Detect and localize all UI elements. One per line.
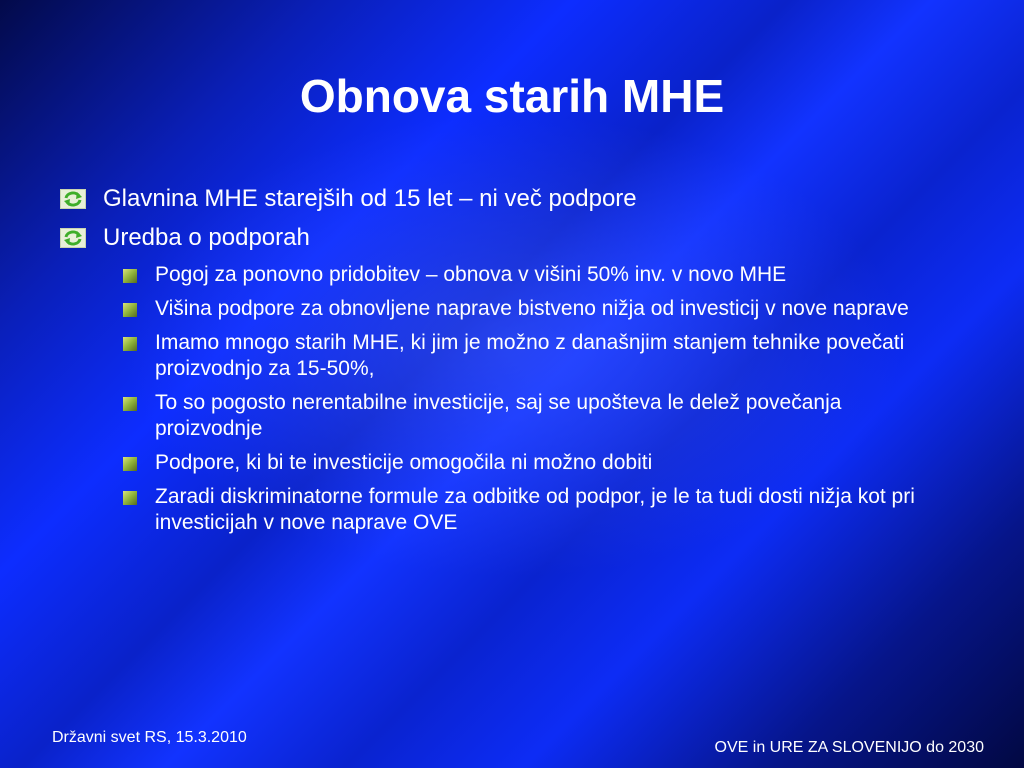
- sub-bullet-item: [123, 330, 960, 382]
- sub-bullet-text: To so pogosto nerentabilne investicije, saj se upošteva le delež povečanja proizvodnje: [155, 391, 842, 440]
- slide-content: [60, 184, 960, 544]
- sub-bullet-item: [123, 450, 960, 476]
- sub-bullet-text: Višina podpore za obnovljene naprave bistveno nižja od investicij v nove naprave: [155, 297, 909, 320]
- sub-bullet-item: [123, 390, 960, 442]
- recycle-arrows-icon: [60, 189, 86, 209]
- square-bullet-icon: [123, 269, 137, 283]
- bullet-item: [60, 223, 960, 253]
- sub-bullet-item: [123, 262, 960, 288]
- sub-bullet-text: Zaradi diskriminatorne formule za odbitke od podpor, je le ta tudi dosti nižja kot pri investicijah v nove naprave OVE: [155, 485, 915, 534]
- bullet-item: [60, 184, 960, 214]
- bullet-text: Uredba o podporah: [103, 224, 310, 251]
- square-bullet-icon: [123, 337, 137, 351]
- square-bullet-icon: [123, 303, 137, 317]
- footer-event-title: OVE in URE ZA SLOVENIJO do 2030: [714, 739, 984, 756]
- square-bullet-icon: [123, 457, 137, 471]
- sub-bullet-text: Pogoj za ponovno pridobitev – obnova v višini 50% inv. v novo MHE: [155, 263, 787, 286]
- sub-bullet-list: [123, 262, 960, 536]
- sub-bullet-item: [123, 296, 960, 322]
- square-bullet-icon: [123, 397, 137, 411]
- bullet-text: Glavnina MHE starejših od 15 let – ni več podpore: [103, 185, 637, 212]
- recycle-arrows-icon: [60, 228, 86, 248]
- square-bullet-icon: [123, 491, 137, 505]
- sub-bullet-item: [123, 484, 960, 536]
- slide-title: Obnova starih MHE: [299, 70, 725, 122]
- sub-bullet-text: Podpore, ki bi te investicije omogočila ni možno dobiti: [155, 451, 653, 474]
- sub-bullet-text: Imamo mnogo starih MHE, ki jim je možno z današnjim stanjem tehnike povečati proizvodnjo za 15-50%,: [155, 331, 905, 380]
- footer-date: Državni svet RS, 15.3.2010: [52, 729, 247, 746]
